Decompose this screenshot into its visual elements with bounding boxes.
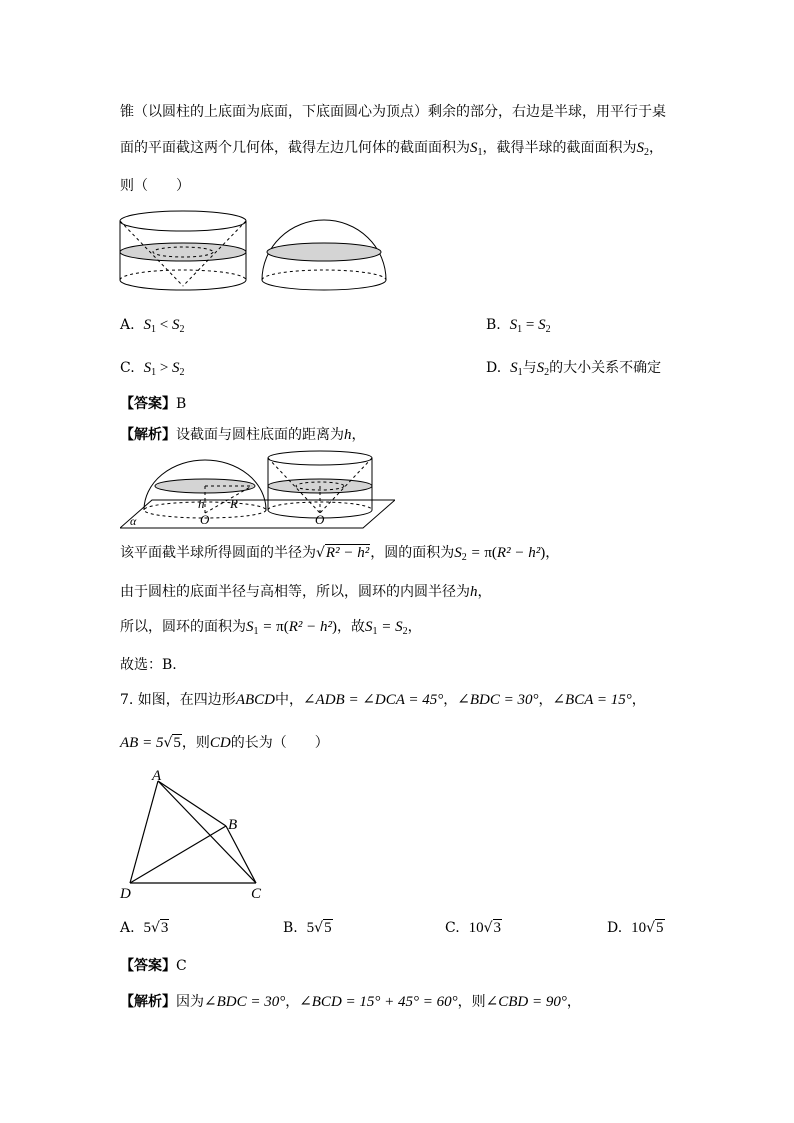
q6-answer: 【答案】B <box>120 396 187 412</box>
q6-stem-line2: 面的平面截这两个几何体，截得左边几何体的截面面积为$S_1$，截得半球的截面面积为$S_2$， <box>120 140 663 158</box>
fig2-label-alpha: α <box>130 514 137 528</box>
q7-option-c[interactable]: C. 10√3 <box>445 920 501 936</box>
q6-analysis-line3: 由于圆柱的底面半径与高相等，所以，圆环的内圆半径为h， <box>120 584 492 600</box>
q6-analysis-line2: 该平面截半球所得圆面的半径为√R² − h²，圆的面积为$S_2 = \pi(R^2 - h^2)$， <box>120 545 560 563</box>
fig2-label-o1: O <box>200 512 210 527</box>
fig2-label-r: R <box>230 496 238 511</box>
q6-stem-line1: 锥（以圆柱的上底面为底面，下底面圆心为顶点）剩余的部分，右边是半球，用平行于桌 <box>120 104 666 120</box>
q6-choose: 故选：B. <box>120 657 177 673</box>
q6-analysis-line1: 【解析】设截面与圆柱底面的距离为h， <box>120 427 366 443</box>
q7-stem-line1: 7. 如图，在四边形ABCD中，∠ADB = ∠DCA = 45°，∠BDC = 30°，∠BCA = 15°， <box>120 692 646 708</box>
q7-answer: 【答案】C <box>120 958 187 974</box>
q6-stem-line3: 则（ ） <box>120 178 190 194</box>
q7-figure-quadrilateral <box>118 766 278 902</box>
q7-stem-line2: AB = 5√5，则CD的长为（ ） <box>120 735 329 751</box>
q7-analysis-line1: 【解析】因为∠BDC = 30°，∠BCD = 15° + 45° = 60°，则∠CBD = 90°， <box>120 994 581 1010</box>
q7-option-b[interactable]: B. 5√5 <box>283 920 332 936</box>
fig3-label-b: B <box>228 817 238 833</box>
q6-figure-solids <box>118 206 393 296</box>
fig3-label-d: D <box>120 886 131 902</box>
q7-option-d[interactable]: D. 10√5 <box>607 920 664 936</box>
fig3-label-c: C <box>251 886 262 902</box>
fig2-label-o2: O <box>315 512 325 527</box>
s2-symbol: $S_2$ <box>636 140 649 158</box>
s1-symbol: $S_1$ <box>470 140 483 158</box>
q6-option-b[interactable]: B. $S_1 = S_2$ <box>486 317 551 335</box>
q6-analysis-line4: 所以，圆环的面积为$S_1 = \pi(R^2 - h^2)$，故$S_1 = S_2$， <box>120 619 422 637</box>
q7-option-a[interactable]: A. 5√3 <box>120 920 169 936</box>
fig3-label-a: A <box>152 768 162 784</box>
q6-option-a[interactable]: A. $S_1 < S_2$ <box>120 317 185 335</box>
q6-figure-analysis <box>120 448 395 533</box>
q6-option-d[interactable]: D. $S_1$与$S_2$的大小关系不确定 <box>486 360 662 378</box>
fig2-label-h: h <box>198 496 205 511</box>
q6-option-c[interactable]: C. $S_1 > S_2$ <box>120 360 185 378</box>
